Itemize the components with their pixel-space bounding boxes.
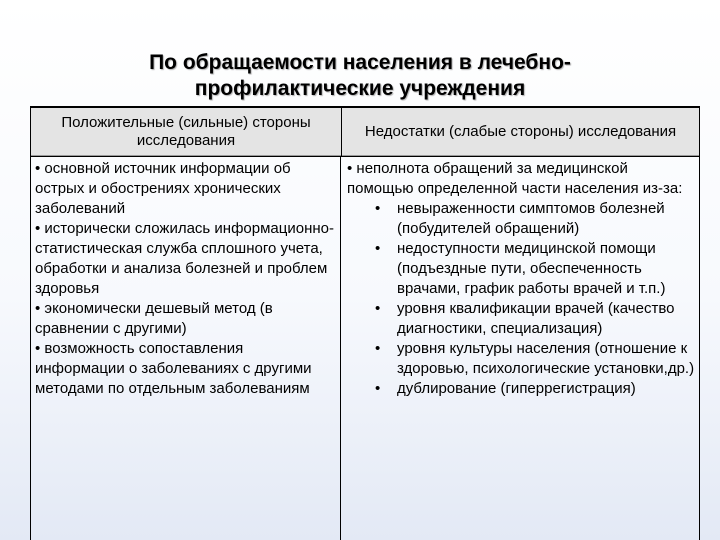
strength-item: • возможность сопоставления информации о заболеваниях с другими методами по отдельным заболеваниям bbox=[35, 340, 312, 397]
strength-item: • экономически дешевый метод (в сравнении с другими) bbox=[35, 300, 273, 337]
weakness-subitem bbox=[347, 339, 695, 379]
weakness-subitem bbox=[347, 299, 695, 339]
weaknesses-column bbox=[341, 157, 699, 540]
bullet-icon: • bbox=[375, 380, 381, 397]
strengths-column bbox=[31, 157, 341, 540]
title-line-2: профилактические учреждения bbox=[194, 77, 526, 100]
table-body bbox=[31, 157, 699, 540]
bullet-icon: • bbox=[375, 200, 381, 217]
header-weaknesses: Недостатки (слабые стороны) исследования bbox=[364, 123, 677, 140]
weakness-subitem-text: уровня квалификации врачей (качество диагностики, специализация) bbox=[397, 300, 675, 337]
bullet-icon: • bbox=[375, 240, 381, 257]
weakness-subitem bbox=[347, 379, 695, 399]
weakness-subitem-text: невыраженности симптомов болезней (побудителей обращений) bbox=[397, 200, 665, 237]
table-header bbox=[31, 108, 699, 157]
weakness-subitem-text: дублирование (гиперрегистрация) bbox=[397, 380, 636, 397]
bullet-icon: • bbox=[375, 340, 381, 357]
strength-item: • исторически сложилась информационно-статистическая служба сплошного учета, обработки и анализа болезней и проблем здоровья bbox=[35, 220, 334, 297]
comparison-table bbox=[30, 106, 700, 540]
weakness-subitem-text: уровня культуры населения (отношение к здоровью, психологические установки,др.) bbox=[397, 340, 695, 377]
bullet-icon: • bbox=[375, 300, 381, 317]
weakness-intro: • неполнота обращений за медицинской помощью определенной части населения из-за: bbox=[347, 160, 683, 197]
weakness-subitem bbox=[347, 199, 695, 239]
weakness-subitem bbox=[347, 239, 695, 299]
weakness-subitem-text: недоступности медицинской помощи (подъездные пути, обеспеченность врачами, график работы врачей и т.п.) bbox=[397, 240, 666, 297]
strength-item: • основной источник информации об острых и обострениях хронических заболеваний bbox=[35, 160, 291, 217]
header-strengths: Положительные (сильные) стороны исследования bbox=[31, 108, 342, 156]
slide-title bbox=[70, 50, 650, 102]
title-line-1: По обращаемости населения в лечебно- bbox=[149, 51, 571, 74]
